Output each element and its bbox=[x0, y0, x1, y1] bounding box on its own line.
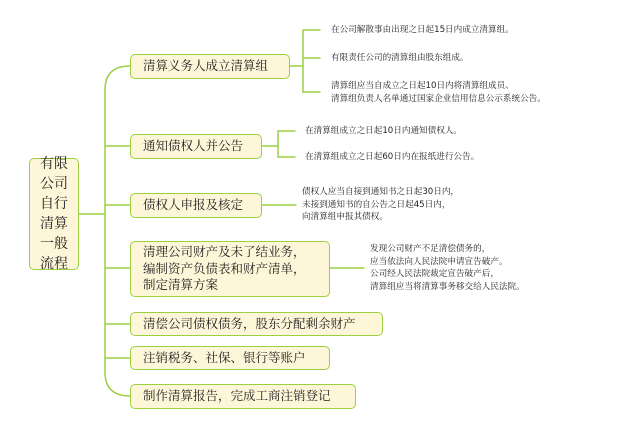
note-line: 向清算组申报其债权。 bbox=[302, 212, 388, 222]
root-label-line: 流程 bbox=[40, 256, 68, 272]
step-label: 制作清算报告，完成工商注销登记 bbox=[143, 388, 331, 404]
note-team-publication bbox=[331, 80, 546, 105]
note-15-day-deadline bbox=[331, 24, 514, 37]
step-node-close-accounts bbox=[130, 346, 330, 370]
step-label-line: 制定清算方案 bbox=[143, 277, 219, 293]
step-node-notify-creditors bbox=[130, 134, 262, 159]
step-label-line: 编制资产负债表和财产清单， bbox=[143, 260, 306, 276]
step-label: 清算义务人成立清算组 bbox=[143, 58, 269, 74]
note-line: 有限责任公司的清算组由股东组成。 bbox=[331, 53, 469, 63]
note-line: 在公司解散事由出现之日起15日内成立清算组。 bbox=[331, 25, 514, 35]
step-node-form-team bbox=[130, 54, 290, 79]
note-line: 在清算组成立之日起60日内在报纸进行公告。 bbox=[305, 152, 480, 162]
note-line: 清算组负责人名单通过国家企业信用信息公示系统公告。 bbox=[331, 93, 546, 104]
note-line: 清算组应当自成立之日起10日内将清算组成员、 bbox=[331, 81, 514, 91]
root-label-line: 一般 bbox=[40, 236, 68, 252]
note-bankruptcy bbox=[370, 243, 525, 293]
note-claim-period bbox=[302, 186, 459, 224]
root-label-line: 清算 bbox=[40, 216, 68, 232]
note-line: 未接到通知书的自公告之日起45日内， bbox=[302, 199, 451, 210]
note-line: 公司经人民法院裁定宣告破产后， bbox=[370, 269, 499, 279]
step-label: 注销税务、社保、银行等账户 bbox=[143, 349, 306, 365]
step-node-final-report bbox=[130, 384, 356, 409]
step-label-line: 清理公司财产及未了结业务， bbox=[143, 243, 306, 259]
step-label: 通知债权人并公告 bbox=[143, 138, 244, 154]
step-label: 债权人申报及核定 bbox=[143, 197, 244, 213]
note-line: 清算组应当将清算事务移交给人民法院。 bbox=[370, 281, 525, 292]
note-line: 应当依法向人民法院申请宣告破产。 bbox=[370, 256, 508, 267]
note-newspaper-announcement bbox=[305, 151, 479, 164]
root-label-line: 自行 bbox=[40, 196, 68, 212]
note-line: 债权人应当自接到通知书之日起30日内， bbox=[302, 187, 460, 197]
note-line: 在清算组成立之日起10日内通知债权人。 bbox=[305, 126, 463, 136]
step-node-settle-debts bbox=[130, 312, 383, 336]
root-label-line: 有限 bbox=[40, 156, 68, 172]
step-node-claim-registration bbox=[130, 193, 262, 218]
step-label: 清偿公司债权债务，股东分配剩余财产 bbox=[143, 315, 356, 331]
root-label-line: 公司 bbox=[40, 176, 68, 192]
step-node-clear-assets bbox=[130, 241, 330, 297]
note-notify-creditors bbox=[305, 125, 462, 138]
note-line: 发现公司财产不足清偿债务的， bbox=[370, 244, 491, 254]
note-team-composition bbox=[331, 52, 469, 65]
root-node bbox=[29, 158, 79, 270]
